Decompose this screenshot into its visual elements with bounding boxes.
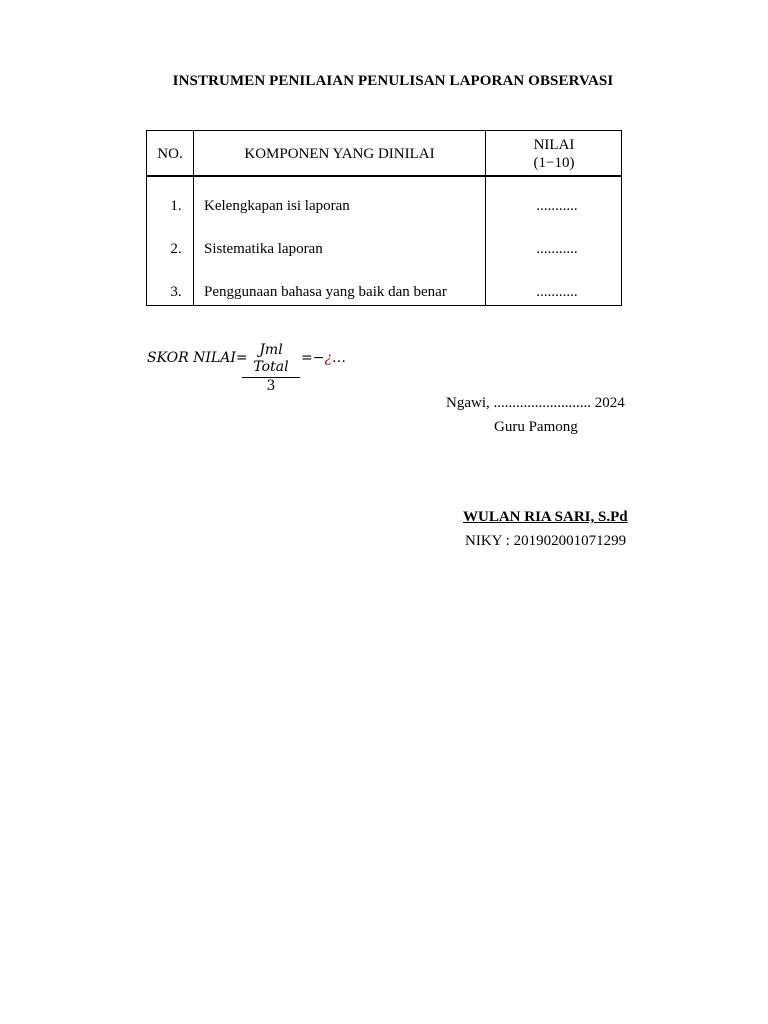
- formula-numerator: Jml Total: [253, 342, 289, 375]
- formula-ellipsis: …: [331, 350, 346, 366]
- formula-lhs-label: SKOR NILAI: [147, 350, 236, 366]
- row-1-no: 1.: [170, 198, 182, 214]
- document-title: INSTRUMEN PENILAIAN PENULISAN LAPORAN OBSERVASI: [172, 73, 614, 89]
- header-component: KOMPONEN YANG DINILAI: [244, 146, 435, 162]
- row-3-no: 3.: [170, 284, 182, 300]
- signature-role: Guru Pamong: [494, 419, 578, 435]
- formula-fraction: [242, 342, 300, 395]
- assessment-table: [146, 130, 622, 306]
- row-2-component: Sistematika laporan: [204, 241, 323, 257]
- row-1-score: ...........: [536, 198, 578, 214]
- formula-equals: =: [235, 350, 248, 366]
- row-2-no: 2.: [170, 241, 182, 257]
- formula-lhs: [147, 350, 248, 366]
- header-score-range: (1−10): [533, 155, 575, 171]
- formula-red-mark: ¿: [324, 350, 332, 366]
- formula-rhs-operator: =−: [301, 350, 325, 366]
- header-score-label: NILAI: [533, 137, 575, 153]
- signature-id: NIKY : 201902001071299: [465, 533, 627, 549]
- header-no: NO.: [157, 146, 183, 162]
- formula-denominator: 3: [266, 378, 276, 394]
- row-3-score: ...........: [536, 284, 578, 300]
- formula-rhs: [301, 350, 346, 366]
- row-1-component: Kelengkapan isi laporan: [204, 198, 350, 214]
- row-2-score: ...........: [536, 241, 578, 257]
- signature-name: WULAN RIA SARI, S.Pd: [463, 509, 628, 525]
- header-divider: [147, 175, 621, 177]
- row-3-component: Penggunaan bahasa yang baik dan benar: [204, 284, 447, 300]
- signature-place-date: Ngawi, .......................... 2024: [446, 395, 625, 411]
